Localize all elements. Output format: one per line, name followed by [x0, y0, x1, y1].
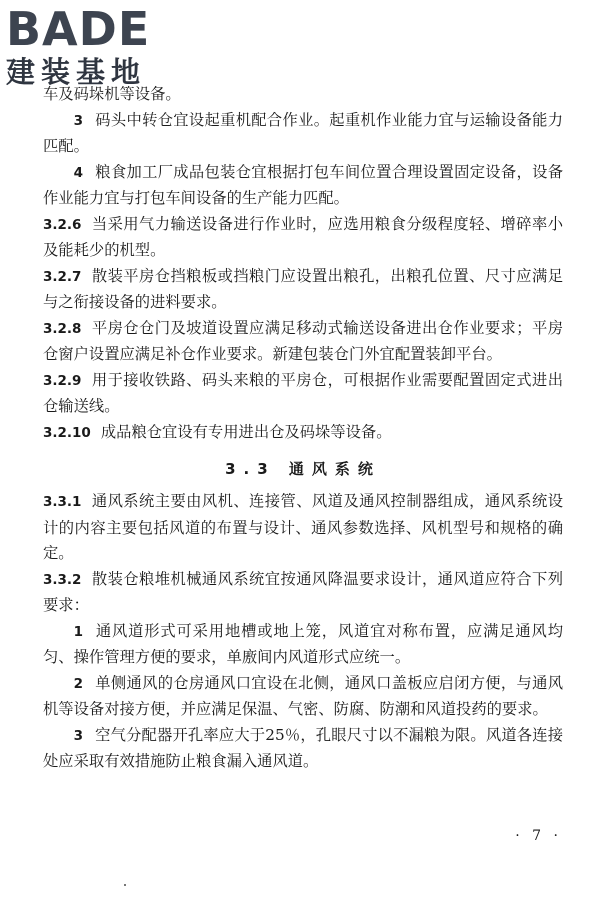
bade-logo: [6, 4, 176, 88]
document-body: [43, 82, 563, 775]
logo-chinese-text: 建装基地: [6, 55, 147, 89]
clause: 3.3.2 散装仓粮堆机械通风系统宜按通风降温要求设计，通风道应符合下列要求：: [43, 569, 563, 614]
clause-number: 3.3.2: [43, 571, 82, 588]
clause: 3.2.8 平房仓仓门及坡道设置应满足移动式输送设备进出仓作业要求；平房仓窗户设置应满足补仓作业要求。新建包装仓门外宜配置装卸平台。: [43, 318, 563, 363]
clause: 3.2.7 散装平房仓挡粮板或挡粮门应设置出粮孔，出粮孔位置、尺寸应满足与之衔接设备的进料要求。: [43, 266, 563, 311]
clause-number: 3.2.7: [43, 268, 82, 285]
clause-number: 3.2.9: [43, 372, 82, 389]
clause: 3.2.9 用于接收铁路、码头来粮的平房仓，可根据作业需要配置固定式进出仓输送线。: [43, 370, 563, 415]
section-heading: 3.3 通风系统: [225, 460, 381, 478]
clause: 3.2.10 成品粮仓宜设有专用进出仓及码垛等设备。: [43, 422, 392, 441]
paragraph: 3 空气分配器开孔率应大于25％，孔眼尺寸以不漏粮为限。风道各连接处应采取有效措施防止粮食漏入通风道。: [43, 725, 563, 770]
page-number: · 7 ·: [515, 828, 562, 844]
clause-number: 3.2.10: [43, 424, 91, 441]
clause-number: 3.2.8: [43, 320, 82, 337]
clause-number: 3.2.6: [43, 216, 82, 233]
paragraph: 3 码头中转仓宜设起重机配合作业。起重机作业能力宜与运输设备能力匹配。: [43, 110, 563, 155]
clause: 3.2.6 当采用气力输送设备进行作业时，应选用粮食分级程度轻、增碎率小及能耗少的机型。: [43, 214, 563, 259]
paragraph: 1 通风道形式可采用地槽或地上笼，风道宜对称布置，应满足通风均匀、操作管理方便的要求，单廒间内风道形式应统一。: [43, 621, 563, 666]
paragraph: 车及码垛机等设备。: [43, 85, 181, 103]
scan-speck: [124, 884, 126, 886]
paragraph: 2 单侧通风的仓房通风口宜设在北侧，通风口盖板应启闭方便，与通风机等设备对接方便，并应满足保温、气密、防腐、防潮和风道投药的要求。: [43, 673, 563, 718]
clause: 3.3.1 通风系统主要由风机、连接管、风道及通风控制器组成，通风系统设计的内容主要包括风道的布置与设计、通风参数选择、风机型号和规格的确定。: [43, 492, 563, 562]
paragraph: 4 粮食加工厂成品包装仓宜根据打包车间位置合理设置固定设备，设备作业能力宜与打包车间设备的生产能力匹配。: [43, 162, 563, 207]
logo-wordmark: BADE: [6, 2, 151, 56]
clause-number: 3.3.1: [43, 494, 82, 510]
